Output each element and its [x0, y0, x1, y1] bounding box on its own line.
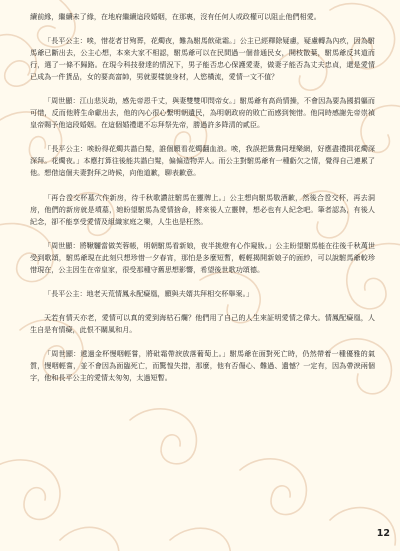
- paragraph-5: 「再合卺交杯墓穴作新房，待千秋歌讚註駙馬在靈牌上。」公主想向駙馬敬酒歉，然後合卺交杯，再去洞房，他們的新房就是墳墓，她盼望駙馬為愛情捨命，將來後人立靈牌，想必也有人紀念吧。筆者認為，有後人紀念，卻不能享受愛情及組織家庭之樂，人生也是枉然。: [30, 192, 375, 226]
- paragraph-2: 「長平公主：唉，惜花者甘殉葬，花燭夜，難為駙馬飲砒霜。」公主已經釋除疑慮，疑慮轉為內疚，因為駙馬爺已斷出去，公主心想，本來大家不相認，駙馬爺可以在民間過一個普通民女，開枝散葉，駙馬爺反其道而行，選了一條不歸路。在現今科技發達的情況下，男子能否忠心保護愛妻，做妻子能否為丈夫忠貞，還是愛情已成為一件貨品，女的要高富帥，男就要樣貌身材，人慾橫流，愛情一文不值？: [30, 36, 375, 82]
- paragraph-7: 「長平公主：地老天荒情鳳永配癡凰，願與夫婿共拜相交杯舉案。」: [44, 288, 254, 298]
- paragraph-8: 天若有情天亦老，愛情可以真的愛到海枯石爛？他們用了自己的人生來証明愛情之偉大。情鳳配癡凰，人生自是有情癡，此恨不關風和月。: [30, 312, 375, 334]
- paragraph-1: 續前緣，繼續未了緣，在地府繼續這段婚姻，在那裏，沒有任何人或政權可以阻止他們相愛。: [30, 12, 321, 21]
- page-number: 12: [376, 528, 390, 539]
- paragraph-3: 「周世顯：江山悲災劫，感先帝恩千丈，與妻雙雙叩問帝女。」駙馬爺有高尚情操，不會因為要為國捐軀而可惜，反而他將生命獻出去，他的內心很心繫明朝遺民，為明朝政府的敗亡而感到惋惜。他同時感謝先帝崇禎皇帝賜予他這段婚姻。在這個婚禮還不忘拜祭先帝，勝過許多降清的貳臣。: [30, 96, 375, 130]
- article-body: [30, 11, 375, 384]
- paragraph-9: 「周世顯：遞過金杯慢咽輕嘗，將砒霜帶淚放落葡萄上。」駙馬爺在面對死亡時，仍然帶着一種優雅的氣質，慢咽輕嘗，並不會因為面臨死亡，而驚惶失措，那麼，他有否傷心、難過、遺憾？一定有，因為帶淚兩個字，他和長平公主的愛情太匆匆，太過短暫。: [30, 348, 375, 383]
- paragraph-4: 「長平公主：唉盼得花燭共諧白髮，誰個願看花燭翻血浪。唉，我誤把鴛鴦同埋樂網，好應盡禮揖花燭深深拜。花燭夜。」本應打算往後能共諧白髮，偏偏造物弄人。而公主對駙馬爺有一種虧欠之情，覺得自己連累了他。想借這個夫妻對拜之時候，向他道歉，聊表歉意。: [30, 144, 375, 178]
- paragraph-6: 「周世顯：將鞦韆當做芙蓉帳，明朝駙馬看新娘，夜半挑燈有心作窺妝。」公主盼望駙馬能在往後千秋萬世受到歌頌，駙馬爺現在此刻只想珍惜一夕春宵，那怕是多麼短暫，輕輕揭開新娘子的面紗，可以說駙馬爺較珍惜現在，公主因生在帝皇家，很受那種守舊思想影響，希望後世歌功頌德。: [30, 240, 375, 274]
